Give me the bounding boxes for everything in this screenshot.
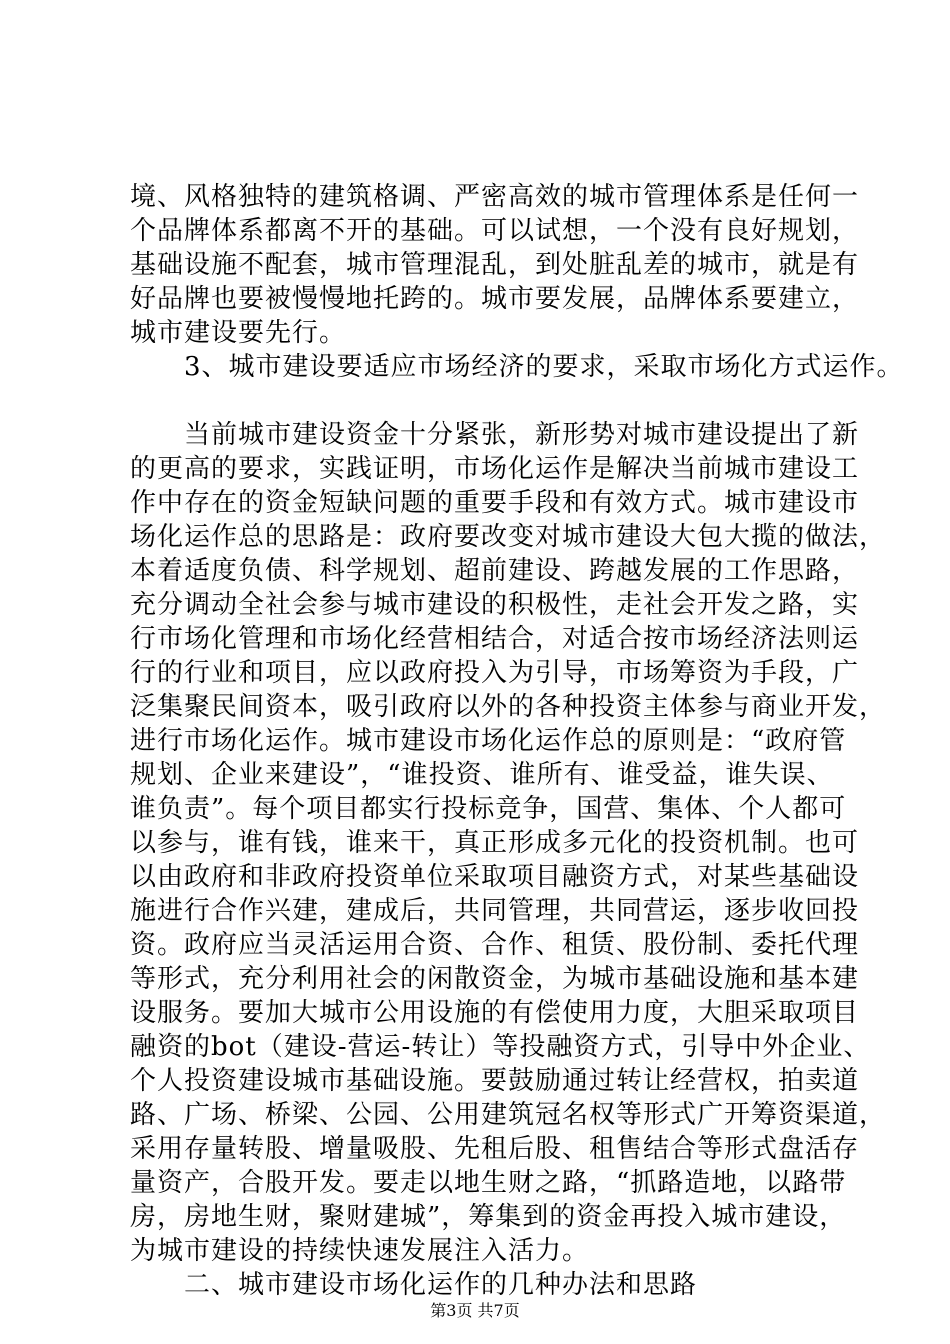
text-line: 当前城市建设资金十分紧张，新形势对城市建设提出了新 (130, 420, 860, 450)
text-line: 为城市建设的持续快速发展注入活力。 (130, 1236, 590, 1266)
text-line: 的更高的要求，实践证明，市场化运作是解决当前城市建设工 (130, 454, 860, 484)
text-line: 本着适度负债、科学规划、超前建设、跨越发展的工作思路， (130, 556, 860, 586)
text-line: 基础设施不配套，城市管理混乱，到处脏乱差的城市，就是有 (130, 250, 860, 280)
text-line: 施进行合作兴建，建成后，共同管理，共同营运，逐步收回投 (130, 896, 860, 926)
text-line: 等形式，充分利用社会的闲散资金，为城市基础设施和基本建 (130, 964, 860, 994)
text-line: 房，房地生财，聚财建城”，筹集到的资金再投入城市建设， (130, 1202, 847, 1232)
text-line: 场化运作总的思路是：政府要改变对城市建设大包大揽的做法， (130, 522, 887, 552)
page-number-footer: 第3页 共7页 (430, 1301, 520, 1320)
text-line: 好品牌也要被慢慢地托跨的。城市要发展，品牌体系要建立， (130, 284, 860, 314)
section-heading: 3、城市建设要适应市场经济的要求，采取市场化方式运作。 (130, 352, 904, 382)
text-line: 以参与，谁有钱，谁来干，真正形成多元化的投资机制。也可 (130, 828, 860, 858)
text-line: 个人投资建设城市基础设施。要鼓励通过转让经营权，拍卖道 (130, 1066, 860, 1096)
text-line: 路、广场、桥梁、公园、公用建筑冠名权等形式广开筹资渠道， (130, 1100, 887, 1130)
text-line: 进行市场化运作。城市建设市场化运作总的原则是：“政府管 (130, 726, 847, 756)
text-line: 充分调动全社会参与城市建设的积极性，走社会开发之路，实 (130, 590, 860, 620)
text-line: 资。政府应当灵活运用合资、合作、租赁、股份制、委托代理 (130, 930, 860, 960)
text-line: 作中存在的资金短缺问题的重要手段和有效方式。城市建设市 (130, 488, 860, 518)
text-line: 量资产，合股开发。要走以地生财之路，“抓路造地，以路带 (130, 1168, 847, 1198)
text-line: 设服务。要加大城市公用设施的有偿使用力度，大胆采取项目 (130, 998, 860, 1028)
text-line: 泛集聚民间资本，吸引政府以外的各种投资主体参与商业开发， (130, 692, 887, 722)
text-line: 个品牌体系都离不开的基础。可以试想，一个没有良好规划， (130, 216, 860, 246)
text-line: 城市建设要先行。 (130, 318, 347, 348)
text-line: 谁负责”。每个项目都实行投标竞争，国营、集体、个人都可 (130, 794, 847, 824)
text-line: 行市场化管理和市场化经营相结合，对适合按市场经济法则运 (130, 624, 860, 654)
text-line: 以由政府和非政府投资单位采取项目融资方式，对某些基础设 (130, 862, 860, 892)
text-line: 规划、企业来建设”，“谁投资、谁所有、谁受益，谁失误、 (130, 760, 834, 790)
text-line: 境、风格独特的建筑格调、严密高效的城市管理体系是任何一 (130, 182, 860, 212)
text-line: 采用存量转股、增量吸股、先租后股、租售结合等形式盘活存 (130, 1134, 860, 1164)
text-line: 行的行业和项目，应以政府投入为引导，市场筹资为手段，广 (130, 658, 860, 688)
section-heading: 二、城市建设市场化运作的几种办法和思路 (130, 1270, 698, 1300)
text-line: 融资的bot（建设-营运-转让）等投融资方式，引导中外企业、 (130, 1032, 871, 1062)
